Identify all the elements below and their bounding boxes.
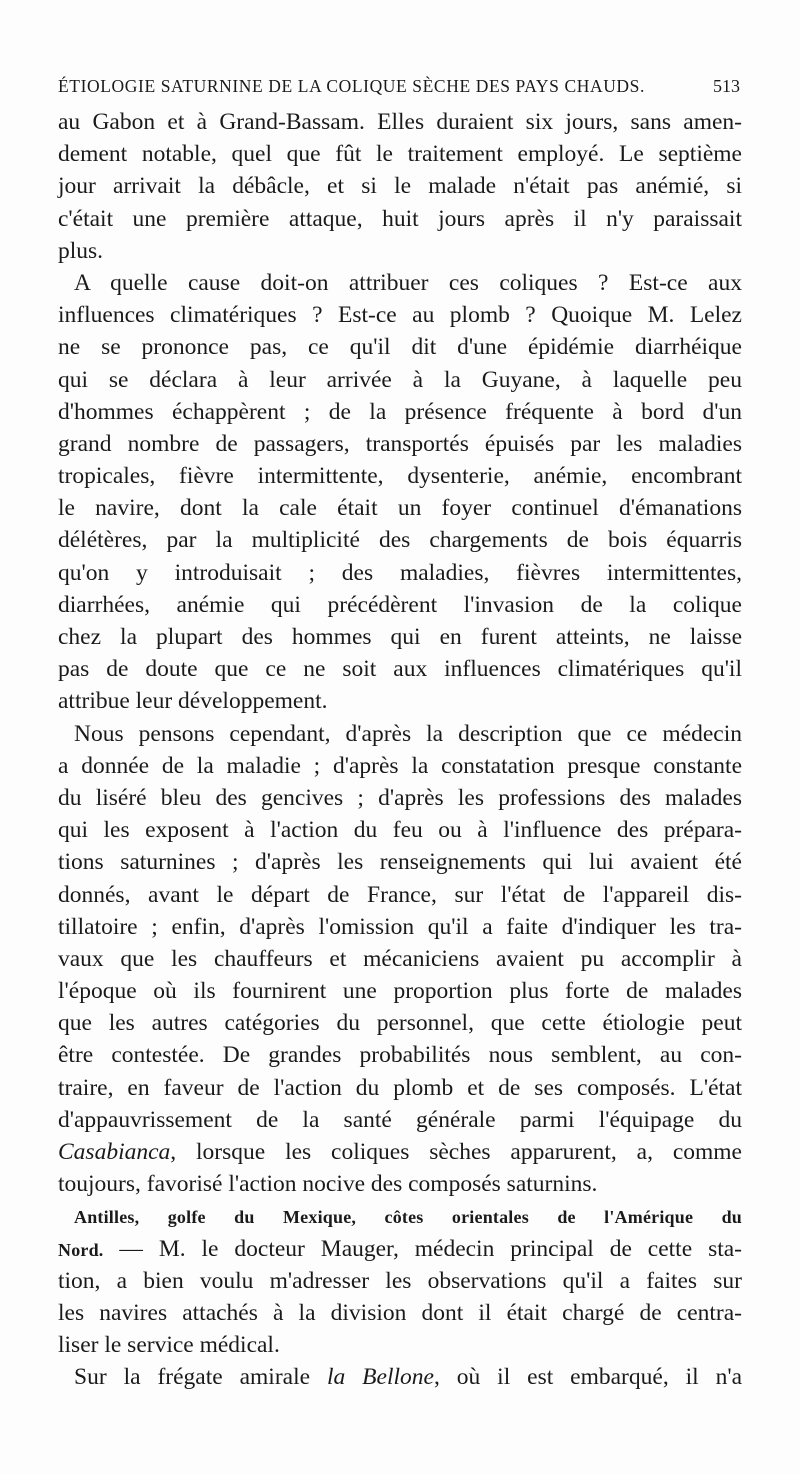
line-text: qui les exposent à l'action du feu ou à l'influence des prépara-: [58, 817, 742, 844]
line-text: — M. le docteur Mauger, médecin principal de cette sta-: [103, 1235, 742, 1262]
line-text: du liséré bleu des gencives ; d'après les professions des malades: [58, 784, 742, 811]
text-line: [58, 782, 742, 814]
text-line: [58, 1200, 742, 1232]
line-text: qui se déclara à leur arrivée à la Guyane, à laquelle peu: [58, 366, 742, 393]
text-line: [58, 106, 742, 138]
line-text: attribue leur développement.: [58, 688, 328, 715]
line-text: tions saturnines ; d'après les renseignements qui lui avaient été: [58, 849, 742, 876]
italic-text: la Bellone: [326, 1364, 434, 1391]
text-line: [58, 1072, 742, 1104]
line-text: liser le service médical.: [58, 1332, 280, 1359]
text-line: [58, 1168, 742, 1200]
text-line: [58, 1329, 742, 1361]
line-text: chez la plupart des hommes qui en furent atteints, ne laisse: [58, 624, 742, 650]
text-line: [58, 1297, 742, 1329]
line-text: grand nombre de passagers, transportés épuisés par les maladies: [58, 430, 742, 457]
line-text: influences climatériques ? Est-ce au plomb ? Quoique M. Lelez: [58, 302, 742, 329]
text-line: [58, 460, 742, 492]
line-text: Nous pensons cependant, d'après la description que ce médecin: [74, 720, 742, 747]
text-line: [58, 750, 742, 782]
text-line: [58, 653, 742, 685]
line-text: l'époque où ils fournirent une proportion plus forte de malades: [58, 978, 742, 1005]
line-text: c'était une première attaque, huit jours après il n'y paraissait: [58, 205, 742, 232]
running-header: [58, 76, 740, 104]
text-line: [58, 267, 742, 299]
line-text: a donnée de la maladie ; d'après la constatation presque constante: [58, 752, 742, 779]
page-number: 513: [713, 76, 740, 96]
line-text: d'hommes échappèrent ; de la présence fréquente à bord d'un: [58, 398, 742, 425]
line-text: donnés, avant le départ de France, sur l'état de l'appareil dis-: [58, 881, 742, 908]
text-line: [58, 1361, 742, 1393]
text-line: [58, 943, 742, 975]
text-line: [58, 718, 742, 750]
text-line: [58, 1104, 742, 1136]
text-line: [58, 1136, 742, 1168]
text-line: [58, 814, 742, 846]
line-text: au Gabon et à Grand-Bassam. Elles duraient six jours, sans amen-: [58, 109, 742, 135]
text-line: [58, 524, 742, 556]
text-line: [58, 1265, 742, 1297]
text-line: [58, 1007, 742, 1039]
line-text: que les autres catégories du personnel, que cette étiologie peut: [58, 1010, 742, 1037]
text-line: [58, 170, 742, 202]
text-line: [58, 1039, 742, 1071]
line-text: tillatoire ; enfin, d'après l'omission qu'il a faite d'indiquer les tra-: [58, 913, 742, 940]
text-line: [58, 557, 742, 589]
text-line: [58, 138, 742, 170]
line-text: tion, a bien voulu m'adresser les observations qu'il a faites sur: [58, 1267, 742, 1294]
text-line: [58, 203, 742, 235]
line-text: qu'on y introduisait ; des maladies, fièvres intermittentes,: [58, 559, 742, 586]
line-text: pas de doute que ce ne soit aux influences climatériques qu'il: [58, 656, 742, 683]
section-heading-text: Antilles, golfe du Mexique, côtes orientales de l'Amérique du: [74, 1207, 742, 1228]
line-text: être contestée. De grandes probabilités nous semblent, au con-: [58, 1042, 742, 1069]
line-text: toujours, favorisé l'action nocive des composés saturnins.: [58, 1171, 598, 1198]
line-text: A quelle cause doit-on attribuer ces coliques ? Est-ce aux: [74, 269, 742, 296]
line-text: vaux que les chauffeurs et mécaniciens avaient pu accomplir à: [58, 945, 742, 972]
line-text: tropicales, fièvre intermittente, dysenterie, anémie, encombrant: [58, 463, 742, 490]
line-text: plus.: [58, 237, 104, 264]
line-text: diarrhées, anémie qui précédèrent l'invasion de la colique: [58, 591, 742, 618]
text-line: [58, 492, 742, 524]
text-lines: [58, 106, 742, 1394]
text-line: [58, 975, 742, 1007]
line-text: traire, en faveur de l'action du plomb et de ses composés. L'état: [58, 1074, 742, 1101]
body-text: [58, 106, 742, 1394]
text-line: [58, 235, 742, 267]
text-line: [58, 299, 742, 331]
text-line: [58, 911, 742, 943]
line-text: jour arrivait la débâcle, et si le malade n'était pas anémié, si: [58, 173, 742, 200]
line-text: les navires attachés à la division dont il était chargé de centra-: [58, 1299, 742, 1326]
line-text: ne se prononce pas, ce qu'il dit d'une épidémie diarrhéique: [58, 334, 742, 361]
text-line: [58, 428, 742, 460]
line-text: Sur la frégate amirale: [74, 1364, 327, 1391]
section-heading-text: Nord.: [58, 1239, 104, 1260]
running-title: ÉTIOLOGIE SATURNINE DE LA COLIQUE SÈCHE DES PAYS CHAUDS.: [58, 76, 645, 96]
text-line: [58, 1233, 742, 1265]
text-line: [58, 846, 742, 878]
text-line: [58, 364, 742, 396]
line-text: , où il est embarqué, il n'a: [433, 1364, 742, 1391]
line-text: délétères, par la multiplicité des chargements de bois équarris: [58, 527, 742, 554]
text-line: [58, 396, 742, 428]
line-text: dement notable, quel que fût le traitement employé. Le septième: [58, 141, 742, 168]
text-line: [58, 879, 742, 911]
text-line: [58, 621, 742, 653]
text-line: [58, 589, 742, 621]
text-line: [58, 685, 742, 717]
italic-text: Casabianca: [58, 1139, 171, 1165]
text-line: [58, 331, 742, 363]
line-text: d'appauvrissement de la santé générale parmi l'équipage du: [58, 1106, 742, 1133]
line-text: le navire, dont la cale était un foyer continuel d'émanations: [58, 495, 742, 522]
line-text: , lorsque les coliques sèches apparurent, a, comme: [170, 1139, 742, 1165]
